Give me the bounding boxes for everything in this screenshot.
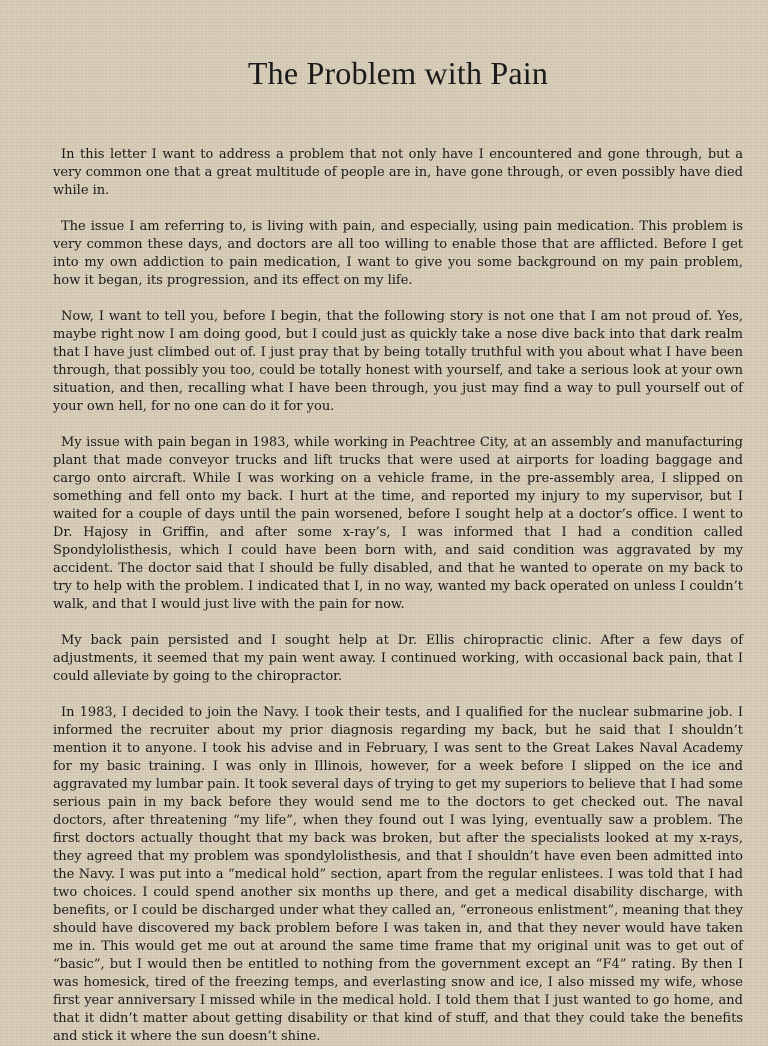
- paragraph: Now, I want to tell you, before I begin, that the following story is not one that I am not proud of. Yes, maybe right now I am doing good, but I could just as quickly take a nose dive back into that dark realm that I have just climbed out of. I just pray that by being totally truthful with you about what I have been through, that possibly you too, could be totally honest with yourself, and take a serious look at your own situation, and then, recalling what I have been through, you just may find a way to pull yourself out of your own hell, for no one can do it for you.: [53, 309, 743, 414]
- paragraph: In 1983, I decided to join the Navy. I took their tests, and I qualified for the nuclear submarine job. I informed the recruiter about my prior diagnosis regarding my back, but he said that I shouldn’t mention it to anyone. I took his advise and in February, I was sent to the Great Lakes Naval Academy for my basic training. I was only in Illinois, however, for a week before I slipped on the ice and aggravated my lumbar pain. It took several days of trying to get my superiors to believe that I had some serious pain in my back before they would send me to the doctors to get checked out. The naval doctors, after threatening “my life”, when they found out I was lying, eventually saw a problem. The first doctors actually thought that my back was broken, but after the specialists looked at my x-rays, they agreed that my problem was spondylolisthesis, and that I shouldn’t have even been admitted into the Navy. I was put into a “medical hold” section, apart from the regular enlistees. I was told that I had two choices. I could spend another six months up there, and get a medical disability discharge, with benefits, or I could be discharged under what they called an, “erroneous enlistment”, meaning that they should have discovered my back problem before I was taken in, and that they never would have taken me in. This would get me out at around the same time frame that my original unit was to get out of “basic”, but I would then be entitled to nothing from the government except an “F4” rating. By then I was homesick, tired of the freezing temps, and everlasting snow and ice, I also missed my wife, whose first year anniversary I missed while in the medical hold. I told them that I just wanted to go home, and that it didn’t matter about getting disability or that kind of stuff, and that they could take the benefits and stick it where the sun doesn’t shine.: [53, 705, 743, 1044]
- document-body: [53, 146, 743, 1046]
- paragraph: My back pain persisted and I sought help at Dr. Ellis chiropractic clinic. After a few days of adjustments, it seemed that my pain went away. I continued working, with occasional back pain, that I could alleviate by going to the chiropractor.: [53, 633, 743, 684]
- document-title: The Problem with Pain: [247, 55, 549, 91]
- paragraph: My issue with pain began in 1983, while working in Peachtree City, at an assembly and manufacturing plant that made conveyor trucks and lift trucks that were used at airports for loading baggage and cargo onto aircraft. While I was working on a vehicle frame, in the pre-assembly area, I slipped on something and fell onto my back. I hurt at the time, and reported my injury to my supervisor, but I waited for a couple of days until the pain worsened, before I sought help at a doctor’s office. I went to Dr. Hajosy in Griffin, and after some x-ray’s, I was informed that I had a condition called Spondylolisthesis, which I could have been born with, and said condition was aggravated by my accident. The doctor said that I should be fully disabled, and that he wanted to operate on my back to try to help with the problem. I indicated that I, in no way, wanted my back operated on unless I couldn’t walk, and that I would just live with the pain for now.: [53, 435, 743, 612]
- paragraph: The issue I am referring to, is living with pain, and especially, using pain medication. This problem is very common these days, and doctors are all too willing to enable those that are afflicted. Before I get into my own addiction to pain medication, I want to give you some background on my pain problem, how it began, its progression, and its effect on my life.: [53, 219, 743, 288]
- paragraph: In this letter I want to address a problem that not only have I encountered and gone through, but a very common one that a great multitude of people are in, have gone through, or even possibly have died while in.: [53, 147, 743, 198]
